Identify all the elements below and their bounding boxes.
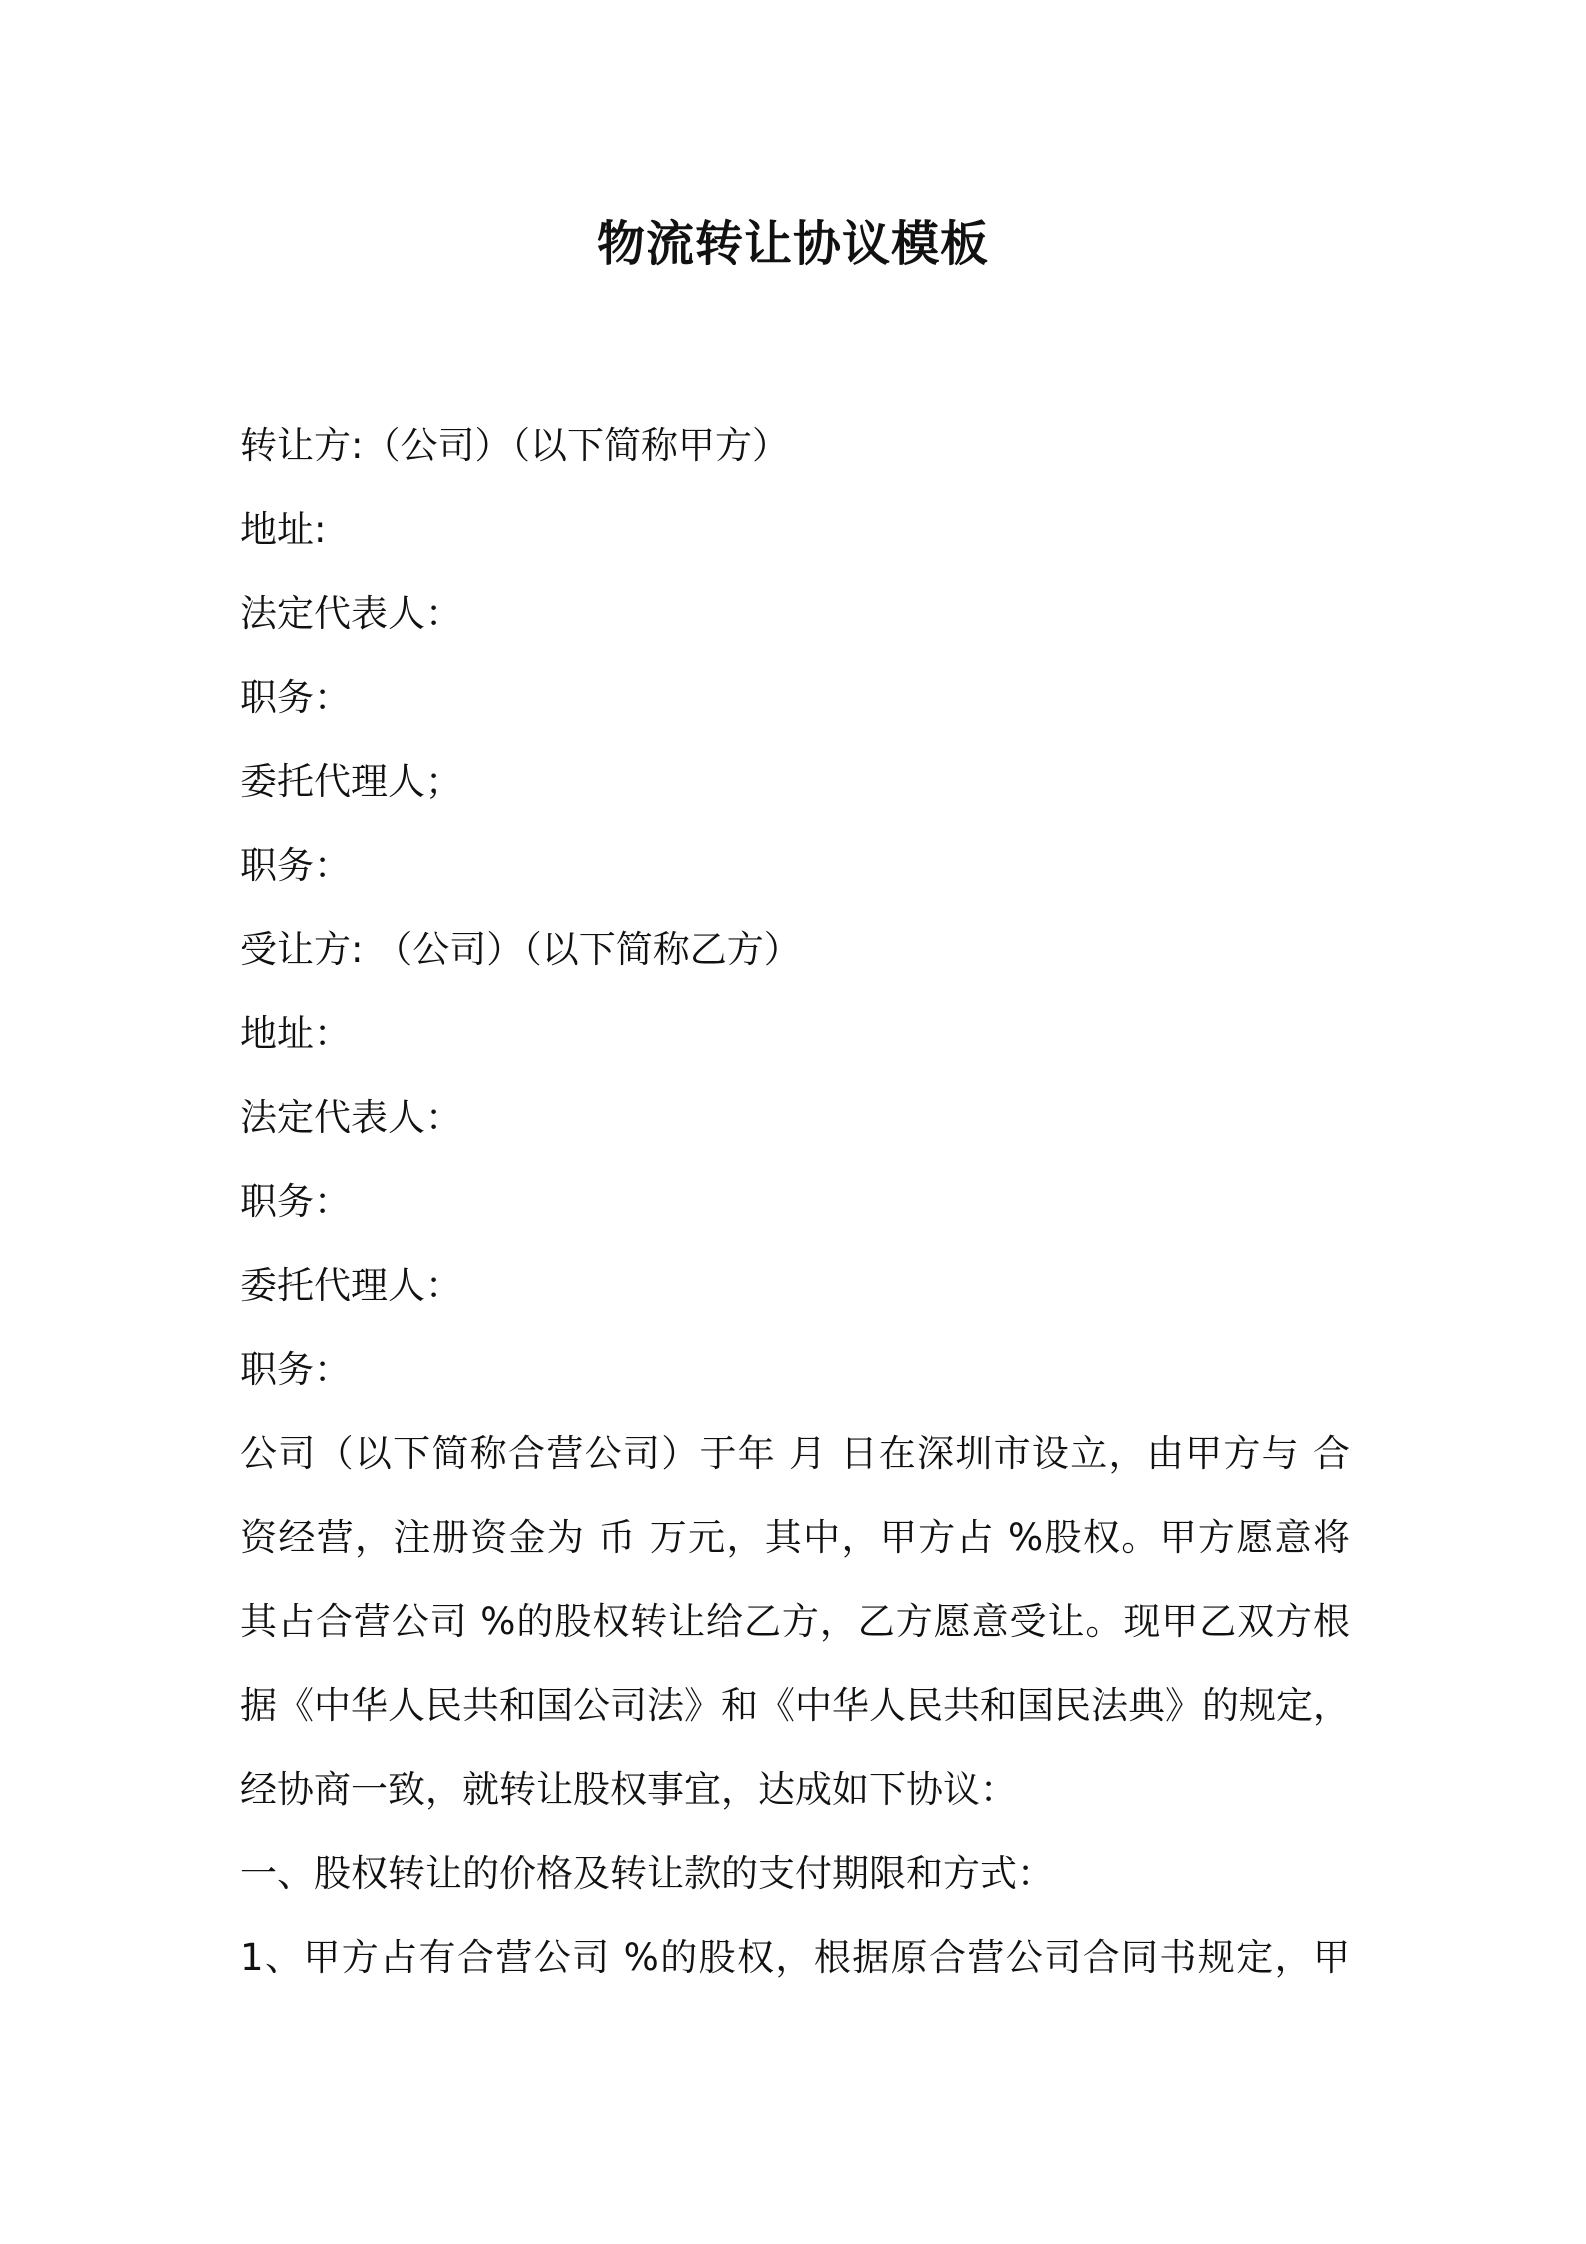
document-body [240,404,1350,2000]
party-a-agent-position: 职务： [240,844,351,887]
party-b-address: 地址： [240,1012,351,1055]
intro-paragraph-line: 据《中华人民共和国公司法》和《中华人民共和国民法典》的规定， [240,1684,1350,1727]
party-a-agent: 委托代理人； [240,760,462,803]
document-title: 物流转让协议模板 [596,216,989,272]
clause-1-1: 1、甲方占有合营公司 %的股权，根据原合营公司合同书规定，甲 [240,1936,1350,1979]
intro-paragraph-line: 资经营，注册资金为 币 万元，其中，甲方占 %股权。甲方愿意将 [240,1516,1350,1559]
party-b-agent: 委托代理人： [240,1264,462,1307]
party-a-header: 转让方:（公司）（以下简称甲方） [240,424,789,467]
party-b-legal-rep: 法定代表人： [240,1096,462,1139]
party-a-position: 职务： [240,676,351,719]
party-b-agent-position: 职务： [240,1348,351,1391]
intro-paragraph-line: 其占合营公司 %的股权转让给乙方，乙方愿意受让。现甲乙双方根 [240,1600,1350,1643]
party-b-header: 受让方: （公司）（以下简称乙方） [240,928,801,971]
intro-paragraph-line: 公司（以下简称合营公司）于年 月 日在深圳市设立，由甲方与 合 [240,1432,1350,1475]
section-1-heading: 一、股权转让的价格及转让款的支付期限和方式： [240,1852,1054,1895]
party-b-position: 职务： [240,1180,351,1223]
party-a-address: 地址: [240,508,327,551]
intro-paragraph-line: 经协商一致，就转让股权事宜，达成如下协议： [240,1768,1017,1811]
party-a-legal-rep: 法定代表人： [240,592,462,635]
